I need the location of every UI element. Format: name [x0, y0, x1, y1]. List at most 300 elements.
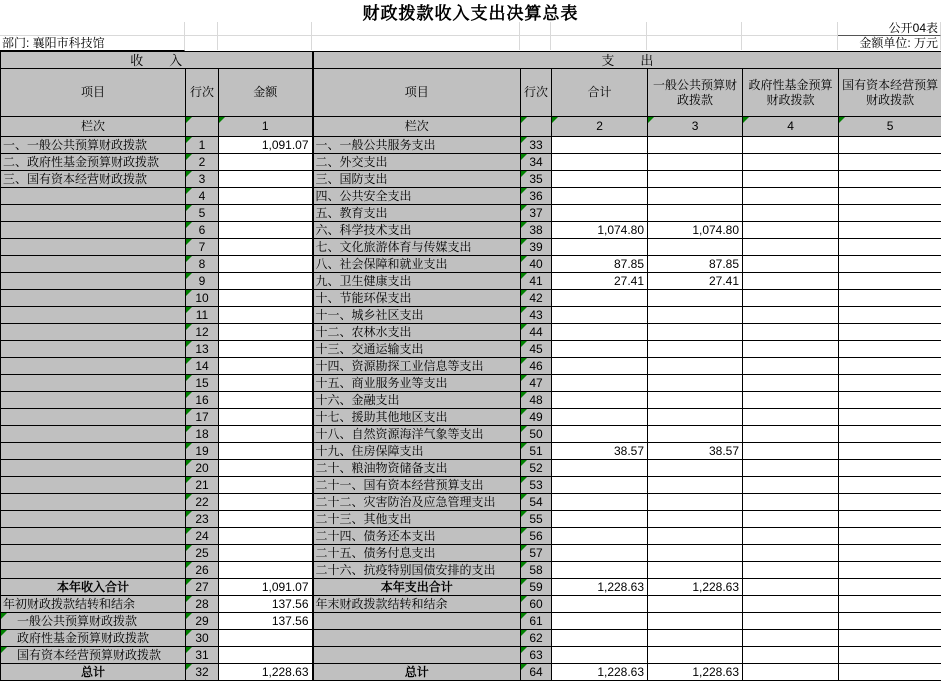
expense-state-capital-cell — [839, 579, 941, 596]
income-amount-cell — [219, 205, 313, 222]
income-amount-cell — [219, 460, 313, 477]
table-row — [1, 630, 941, 647]
expense-general-public-cell — [648, 494, 743, 511]
expense-total-cell — [552, 290, 648, 307]
expense-total-cell — [552, 358, 648, 375]
expense-total-cell — [552, 205, 648, 222]
meta-row-department — [0, 36, 941, 51]
green-triangle-icon — [186, 188, 192, 194]
col-index-cell — [743, 117, 839, 137]
expense-row-number-cell: 62 — [521, 630, 552, 647]
table-row — [1, 222, 941, 239]
green-triangle-icon — [521, 222, 527, 228]
expense-total-cell — [552, 528, 648, 545]
income-row-number-cell: 16 — [186, 392, 219, 409]
expense-item-cell: 二十四、债务还本支出 — [313, 528, 521, 545]
expense-general-public-cell: 27.41 — [648, 273, 743, 290]
expense-total-cell — [552, 460, 648, 477]
expense-row-number-cell: 63 — [521, 647, 552, 664]
green-triangle-icon — [186, 426, 192, 432]
expense-general-public-cell — [648, 426, 743, 443]
expense-gov-fund-cell — [743, 273, 839, 290]
meta-cell — [312, 22, 520, 36]
lanci-cell: 栏次 — [1, 117, 186, 137]
col-index-cell — [552, 117, 648, 137]
green-triangle-icon — [186, 171, 192, 177]
expense-item-cell: 十八、自然资源海洋气象等支出 — [313, 426, 521, 443]
expense-general-public-cell: 1,228.63 — [648, 664, 743, 681]
expense-state-capital-cell — [839, 647, 941, 664]
expense-general-public-cell: 38.57 — [648, 443, 743, 460]
expense-gov-fund-cell — [743, 426, 839, 443]
expense-total-cell — [552, 613, 648, 630]
section-header-row — [1, 52, 941, 69]
table-row — [1, 205, 941, 222]
income-row-number-cell: 13 — [186, 341, 219, 358]
table-row — [1, 273, 941, 290]
expense-state-capital-cell — [839, 596, 941, 613]
expense-general-public-cell — [648, 171, 743, 188]
income-row-number-cell: 25 — [186, 545, 219, 562]
green-triangle-icon — [743, 117, 749, 123]
expense-gov-fund-cell — [743, 358, 839, 375]
expense-total-cell — [552, 375, 648, 392]
expense-total-cell — [552, 171, 648, 188]
meta-cell — [742, 36, 838, 50]
green-triangle-icon — [1, 630, 7, 636]
income-amount-cell — [219, 307, 313, 324]
expense-general-public-cell: 1,228.63 — [648, 579, 743, 596]
income-row-number-cell: 15 — [186, 375, 219, 392]
income-amount-cell — [219, 477, 313, 494]
income-row-number-cell: 18 — [186, 426, 219, 443]
income-item-cell — [1, 392, 186, 409]
income-row-number-cell: 27 — [186, 579, 219, 596]
table-row — [1, 596, 941, 613]
expense-gov-fund-cell — [743, 664, 839, 681]
green-triangle-icon — [186, 630, 192, 636]
expense-gov-fund-cell — [743, 443, 839, 460]
expense-gov-fund-cell — [743, 579, 839, 596]
income-item-cell — [1, 188, 186, 205]
lanci-blank-cell — [521, 117, 552, 137]
income-row-number-cell: 1 — [186, 137, 219, 154]
expense-state-capital-cell — [839, 341, 941, 358]
green-triangle-icon — [186, 579, 192, 585]
department-label: 部门: 襄阳市科技馆 — [0, 36, 185, 51]
income-amount-cell — [219, 324, 313, 341]
income-amount-cell — [219, 171, 313, 188]
expense-state-capital-cell — [839, 307, 941, 324]
expense-item-cell: 总计 — [313, 664, 521, 681]
income-item-cell — [1, 443, 186, 460]
table-row — [1, 341, 941, 358]
income-item-cell: 二、政府性基金预算财政拨款 — [1, 154, 186, 171]
meta-cell — [218, 36, 312, 50]
expense-state-capital-cell — [839, 545, 941, 562]
expense-item-cell: 二、外交支出 — [313, 154, 521, 171]
expense-item-cell: 十三、交通运输支出 — [313, 341, 521, 358]
expense-gov-fund-cell — [743, 222, 839, 239]
meta-cell — [0, 22, 185, 36]
green-triangle-icon — [186, 409, 192, 415]
expense-total-cell — [552, 477, 648, 494]
green-triangle-icon — [186, 222, 192, 228]
expense-item-cell: 二十六、抗疫特别国债安排的支出 — [313, 562, 521, 579]
green-triangle-icon — [521, 324, 527, 330]
expense-state-capital-cell — [839, 477, 941, 494]
table-row — [1, 511, 941, 528]
table-row — [1, 426, 941, 443]
expense-gov-fund-cell — [743, 528, 839, 545]
expense-state-capital-cell — [839, 188, 941, 205]
expense-general-public-cell — [648, 205, 743, 222]
income-row-number-cell: 26 — [186, 562, 219, 579]
expense-gov-fund-cell — [743, 290, 839, 307]
expense-general-public-cell: 1,074.80 — [648, 222, 743, 239]
expense-state-capital-cell — [839, 409, 941, 426]
income-amount-cell — [219, 630, 313, 647]
green-triangle-icon — [521, 188, 527, 194]
green-triangle-icon — [521, 426, 527, 432]
expense-gov-fund-cell — [743, 239, 839, 256]
expense-general-public-cell — [648, 613, 743, 630]
income-row-number-cell: 32 — [186, 664, 219, 681]
income-row-number-cell: 14 — [186, 358, 219, 375]
expense-item-cell: 十五、商业服务业等支出 — [313, 375, 521, 392]
expense-state-capital-cell — [839, 358, 941, 375]
expense-item-cell: 本年支出合计 — [313, 579, 521, 596]
income-row-number-cell: 8 — [186, 256, 219, 273]
table-row — [1, 324, 941, 341]
income-amount-cell: 1,091.07 — [219, 579, 313, 596]
expense-state-capital-cell — [839, 239, 941, 256]
green-triangle-icon — [186, 477, 192, 483]
green-triangle-icon — [186, 358, 192, 364]
table-row — [1, 528, 941, 545]
col-index-label: 5 — [886, 119, 894, 133]
expense-total-cell — [552, 596, 648, 613]
expense-row-number-cell: 60 — [521, 596, 552, 613]
income-item-cell — [1, 409, 186, 426]
green-triangle-icon — [186, 375, 192, 381]
green-triangle-icon — [521, 562, 527, 568]
meta-cell — [520, 22, 551, 36]
expense-general-public-cell — [648, 630, 743, 647]
income-row-number-cell: 2 — [186, 154, 219, 171]
income-item-cell: 三、国有资本经营财政拨款 — [1, 171, 186, 188]
expense-general-public-cell — [648, 341, 743, 358]
green-triangle-icon — [186, 307, 192, 313]
income-row-number-cell: 4 — [186, 188, 219, 205]
expense-row-number-cell: 41 — [521, 273, 552, 290]
expense-row-number-cell: 36 — [521, 188, 552, 205]
meta-cell — [742, 22, 838, 36]
green-triangle-icon — [186, 562, 192, 568]
meta-row-sheet — [0, 22, 941, 36]
expense-gov-fund-cell — [743, 477, 839, 494]
expense-item-cell: 八、社会保障和就业支出 — [313, 256, 521, 273]
expense-general-public-cell — [648, 477, 743, 494]
green-triangle-icon — [186, 205, 192, 211]
table-row — [1, 358, 941, 375]
income-row-number-cell: 30 — [186, 630, 219, 647]
income-item-cell — [1, 273, 186, 290]
col-header-total: 合计 — [552, 69, 648, 117]
expense-total-cell: 38.57 — [552, 443, 648, 460]
expense-general-public-cell — [648, 188, 743, 205]
expense-general-public-cell — [648, 154, 743, 171]
expense-row-number-cell: 35 — [521, 171, 552, 188]
expense-gov-fund-cell — [743, 307, 839, 324]
expense-total-cell — [552, 154, 648, 171]
green-triangle-icon — [521, 171, 527, 177]
green-triangle-icon — [186, 664, 192, 670]
income-row-number-cell: 6 — [186, 222, 219, 239]
income-amount-cell — [219, 511, 313, 528]
income-item-cell — [1, 341, 186, 358]
expense-item-cell: 十一、城乡社区支出 — [313, 307, 521, 324]
green-triangle-icon — [186, 273, 192, 279]
green-triangle-icon — [552, 117, 558, 123]
income-item-cell — [1, 460, 186, 477]
lanci-cell: 栏次 — [313, 117, 521, 137]
income-row-number-cell: 10 — [186, 290, 219, 307]
expense-gov-fund-cell — [743, 137, 839, 154]
table-row — [1, 392, 941, 409]
expense-row-number-cell: 43 — [521, 307, 552, 324]
expense-gov-fund-cell — [743, 256, 839, 273]
table-row — [1, 477, 941, 494]
income-amount-cell — [219, 273, 313, 290]
green-triangle-icon — [521, 647, 527, 653]
meta-cell — [312, 36, 520, 50]
income-row-number-cell: 17 — [186, 409, 219, 426]
income-item-cell: 一般公共预算财政拨款 — [1, 613, 186, 630]
income-amount-cell: 1,091.07 — [219, 137, 313, 154]
expense-state-capital-cell — [839, 562, 941, 579]
income-row-number-cell: 5 — [186, 205, 219, 222]
expense-item-cell: 十六、金融支出 — [313, 392, 521, 409]
income-amount-cell: 137.56 — [219, 596, 313, 613]
col-header-expense-item: 项目 — [313, 69, 521, 117]
expense-general-public-cell — [648, 137, 743, 154]
income-item-cell: 一、一般公共预算财政拨款 — [1, 137, 186, 154]
green-triangle-icon — [186, 511, 192, 517]
green-triangle-icon — [521, 137, 527, 143]
income-amount-cell — [219, 341, 313, 358]
income-item-cell — [1, 426, 186, 443]
expense-item-cell: 四、公共安全支出 — [313, 188, 521, 205]
table-row — [1, 613, 941, 630]
income-item-cell — [1, 290, 186, 307]
green-triangle-icon — [1, 613, 7, 619]
income-row-number-cell: 23 — [186, 511, 219, 528]
green-triangle-icon — [186, 613, 192, 619]
expense-item-cell: 二十五、债务付息支出 — [313, 545, 521, 562]
green-triangle-icon — [186, 443, 192, 449]
table-row — [1, 154, 941, 171]
expense-row-number-cell: 42 — [521, 290, 552, 307]
expense-general-public-cell — [648, 290, 743, 307]
fiscal-summary-table — [0, 51, 941, 681]
green-triangle-icon — [521, 613, 527, 619]
expense-total-cell — [552, 307, 648, 324]
meta-cell — [647, 36, 742, 50]
income-row-number-cell: 9 — [186, 273, 219, 290]
table-row — [1, 171, 941, 188]
expense-general-public-cell — [648, 392, 743, 409]
green-triangle-icon — [186, 545, 192, 551]
income-item-cell: 本年收入合计 — [1, 579, 186, 596]
page-title: 财政拨款收入支出决算总表 — [362, 3, 579, 23]
green-triangle-icon — [521, 239, 527, 245]
sheet-label: 公开04表 — [838, 22, 941, 36]
expense-item-cell: 十、节能环保支出 — [313, 290, 521, 307]
income-item-cell: 总计 — [1, 664, 186, 681]
col-index-label: 3 — [691, 119, 699, 133]
col-index-label: 2 — [596, 119, 603, 133]
table-row — [1, 290, 941, 307]
green-triangle-icon — [521, 341, 527, 347]
income-amount-cell — [219, 239, 313, 256]
table-row — [1, 188, 941, 205]
income-row-number-cell: 12 — [186, 324, 219, 341]
green-triangle-icon — [186, 460, 192, 466]
green-triangle-icon — [186, 154, 192, 160]
expense-total-cell — [552, 630, 648, 647]
expense-row-number-cell: 49 — [521, 409, 552, 426]
expense-total-cell: 1,074.80 — [552, 222, 648, 239]
expense-general-public-cell — [648, 647, 743, 664]
table-row — [1, 562, 941, 579]
income-amount-cell — [219, 426, 313, 443]
expense-gov-fund-cell — [743, 494, 839, 511]
expense-row-number-cell: 56 — [521, 528, 552, 545]
meta-cell — [218, 22, 312, 36]
column-header-row — [1, 69, 941, 117]
expense-state-capital-cell — [839, 494, 941, 511]
green-triangle-icon — [521, 545, 527, 551]
income-item-cell — [1, 494, 186, 511]
table-row — [1, 239, 941, 256]
expense-row-number-cell: 64 — [521, 664, 552, 681]
expense-general-public-cell — [648, 239, 743, 256]
expense-gov-fund-cell — [743, 613, 839, 630]
table-row — [1, 307, 941, 324]
green-triangle-icon — [186, 341, 192, 347]
green-triangle-icon — [521, 664, 527, 670]
income-item-cell — [1, 324, 186, 341]
col-index-label: 4 — [787, 119, 794, 133]
income-row-number-cell: 24 — [186, 528, 219, 545]
expense-total-cell — [552, 409, 648, 426]
income-item-cell — [1, 239, 186, 256]
income-row-number-cell: 31 — [186, 647, 219, 664]
green-triangle-icon — [186, 290, 192, 296]
income-item-cell — [1, 562, 186, 579]
expense-item-cell: 十二、农林水支出 — [313, 324, 521, 341]
expense-item-cell: 年末财政拨款结转和结余 — [313, 596, 521, 613]
expense-total-cell — [552, 392, 648, 409]
expense-total-cell: 87.85 — [552, 256, 648, 273]
expense-total-cell — [552, 239, 648, 256]
green-triangle-icon — [839, 117, 845, 123]
income-amount-cell — [219, 375, 313, 392]
table-row — [1, 443, 941, 460]
green-triangle-icon — [521, 205, 527, 211]
green-triangle-icon — [521, 290, 527, 296]
expense-gov-fund-cell — [743, 596, 839, 613]
expense-state-capital-cell — [839, 171, 941, 188]
expense-total-cell — [552, 137, 648, 154]
green-triangle-icon — [521, 494, 527, 500]
income-row-number-cell: 21 — [186, 477, 219, 494]
expense-row-number-cell: 54 — [521, 494, 552, 511]
col-header-general-public: 一般公共预算财政拨款 — [648, 69, 743, 117]
expense-general-public-cell — [648, 409, 743, 426]
income-row-number-cell: 22 — [186, 494, 219, 511]
meta-cell — [520, 36, 551, 50]
expense-general-public-cell — [648, 307, 743, 324]
title-bar — [0, 0, 941, 22]
expense-general-public-cell — [648, 511, 743, 528]
green-triangle-icon — [521, 375, 527, 381]
expense-gov-fund-cell — [743, 341, 839, 358]
expense-row-number-cell: 58 — [521, 562, 552, 579]
expense-item-cell: 二十三、其他支出 — [313, 511, 521, 528]
expense-gov-fund-cell — [743, 630, 839, 647]
expense-total-cell — [552, 545, 648, 562]
expense-item-cell: 五、教育支出 — [313, 205, 521, 222]
col-header-gov-fund: 政府性基金预算财政拨款 — [743, 69, 839, 117]
income-amount-cell — [219, 545, 313, 562]
column-index-row — [1, 117, 941, 137]
expense-total-cell: 27.41 — [552, 273, 648, 290]
expense-item-cell: 十七、援助其他地区支出 — [313, 409, 521, 426]
lanci-blank-cell — [186, 117, 219, 137]
income-amount-cell — [219, 562, 313, 579]
expense-state-capital-cell — [839, 273, 941, 290]
table-row — [1, 494, 941, 511]
green-triangle-icon — [521, 117, 527, 123]
income-item-cell — [1, 511, 186, 528]
expense-item-cell: 二十、粮油物资储备支出 — [313, 460, 521, 477]
expense-row-number-cell: 57 — [521, 545, 552, 562]
income-amount-cell — [219, 443, 313, 460]
col-index-cell — [219, 117, 313, 137]
income-item-cell — [1, 375, 186, 392]
income-amount-cell — [219, 409, 313, 426]
green-triangle-icon — [186, 596, 192, 602]
income-amount-cell — [219, 154, 313, 171]
income-amount-cell — [219, 358, 313, 375]
expense-item-cell: 十九、住房保障支出 — [313, 443, 521, 460]
green-triangle-icon — [521, 409, 527, 415]
income-amount-cell — [219, 290, 313, 307]
meta-cell — [647, 22, 742, 36]
table-row — [1, 137, 941, 154]
expense-state-capital-cell — [839, 392, 941, 409]
expense-gov-fund-cell — [743, 154, 839, 171]
green-triangle-icon — [648, 117, 654, 123]
expense-item-cell — [313, 630, 521, 647]
income-item-cell — [1, 528, 186, 545]
expense-row-number-cell: 45 — [521, 341, 552, 358]
expense-item-cell — [313, 613, 521, 630]
green-triangle-icon — [521, 358, 527, 364]
col-header-income-item: 项目 — [1, 69, 186, 117]
